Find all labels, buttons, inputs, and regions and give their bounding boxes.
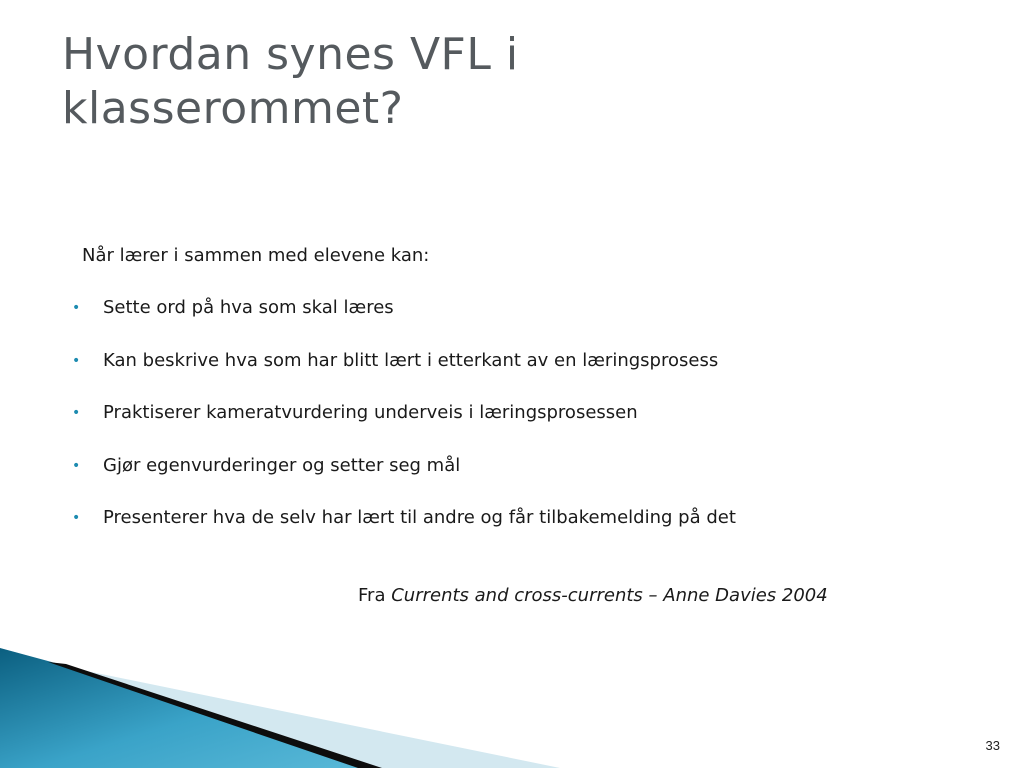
intro-text: Når lærer i sammen med elevene kan: xyxy=(82,245,430,266)
bullet-icon: • xyxy=(72,510,81,526)
source-prefix: Fra xyxy=(358,585,386,606)
bullet-icon: • xyxy=(72,300,81,316)
bullet-text: Praktiserer kameratvurdering underveis i læringsprosessen xyxy=(103,402,638,423)
bullet-icon: • xyxy=(72,352,81,369)
bullet-icon: • xyxy=(72,457,81,474)
slide-title: Hvordan synes VFL i klasserommet? xyxy=(62,29,519,134)
source-work: Currents and cross-currents – Anne Davies 2004 xyxy=(391,585,828,606)
page-number: 33 xyxy=(985,738,1000,753)
bullet-text: Sette ord på hva som skal læres xyxy=(103,297,394,318)
bullet-text: Kan beskrive hva som har blitt lært i etterkant av en læringsprosess xyxy=(103,349,719,371)
bullet-icon: • xyxy=(72,405,81,421)
bullet-text: Presenterer hva de selv har lært til andre og får tilbakemelding på det xyxy=(103,507,736,528)
bullet-text: Gjør egenvurderinger og setter seg mål xyxy=(103,454,461,476)
